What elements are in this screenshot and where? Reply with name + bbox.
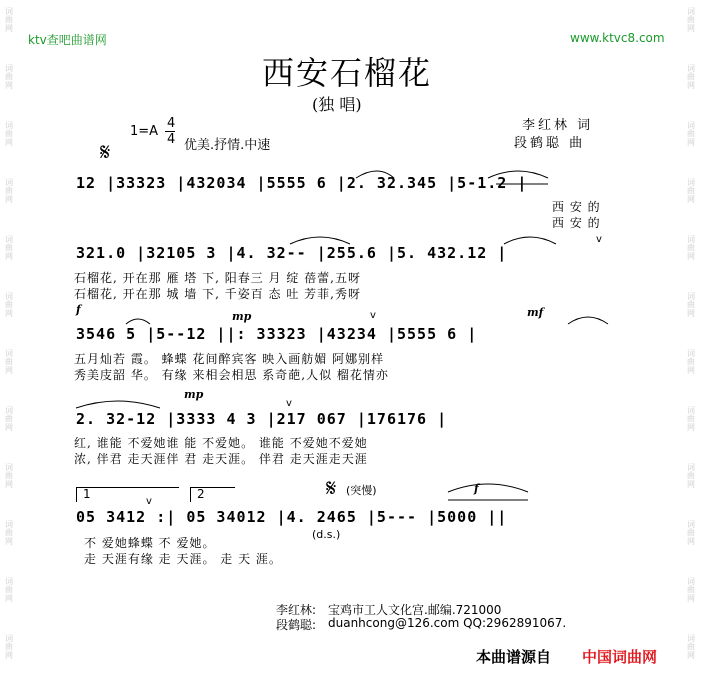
watermark-text: 词 曲 网: [5, 349, 13, 375]
watermark-text: 词 曲 网: [687, 235, 695, 261]
right-watermark: [682, 0, 704, 692]
watermark-text: 词 曲 网: [5, 463, 13, 489]
tempo-slow-marking: (突慢): [346, 484, 377, 497]
left-watermark: [0, 0, 22, 692]
row4-lyric-2: 浓, 伴君 走天涯伴 君 走天涯。 伴君 走天涯走天涯: [74, 452, 368, 466]
svg-text:v: v: [370, 310, 376, 321]
time-signature-bottom: 4: [167, 132, 176, 147]
song-title: 西安石榴花: [262, 54, 433, 92]
lyricist-credit: 李红林 词: [522, 118, 594, 133]
volta-2-label: 2: [197, 487, 205, 501]
segno-icon: 𝄋: [100, 138, 111, 166]
watermark-text: 词 曲 网: [687, 577, 695, 603]
watermark-text: 词 曲 网: [5, 406, 13, 432]
watermark-text: 词 曲 网: [5, 634, 13, 660]
watermark-text: 词 曲 网: [5, 235, 13, 261]
dynamic-mp-1: mp: [232, 310, 252, 323]
footer-info-1: 宝鸡市工人文化宫.邮编.721000: [328, 603, 502, 617]
watermark-text: 词 曲 网: [5, 7, 13, 33]
watermark-text: 词 曲 网: [687, 634, 695, 660]
watermark-text: 词 曲 网: [5, 64, 13, 90]
dynamic-f-1: f: [76, 303, 81, 316]
key-signature: 1=A: [130, 124, 159, 139]
composer-credit: 段鹤聪 曲: [514, 136, 586, 151]
watermark-text: 词 曲 网: [5, 577, 13, 603]
tempo-marking: 优美.抒情.中速: [184, 138, 271, 153]
watermark-text: 词 曲 网: [687, 178, 695, 204]
row2-lyric-1: 石榴花, 开在那 雁 塔 下, 阳春三 月 绽 蓓蕾,五呀: [74, 271, 361, 285]
watermark-text: 词 曲 网: [5, 178, 13, 204]
footer-name-1: 李红林:: [276, 603, 317, 617]
row3-lyric-1: 五月灿若 霞。 蜂蝶 花间醉宾客 映入画舫媚 阿娜别样: [74, 352, 385, 366]
row3-notes: 3546 5 |5--12 ||: 33323 |43234 |5555 6 |: [76, 325, 478, 343]
row1-notes: 12 |33323 |432034 |5555 6 |2. 32.345 |5-1.2 |: [76, 174, 528, 192]
watermark-text: 词 曲 网: [687, 121, 695, 147]
header-right-site[interactable]: www.ktvc8.com: [570, 31, 665, 45]
watermark-text: 词 曲 网: [687, 7, 695, 33]
segno-icon-2: 𝄋: [326, 474, 337, 502]
row5-lyric-1: 不 爱她蜂蝶 不 爱她。: [84, 536, 216, 550]
watermark-text: 词 曲 网: [687, 349, 695, 375]
watermark-text: 词 曲 网: [5, 520, 13, 546]
svg-text:v: v: [596, 234, 602, 245]
dynamic-f-2: f: [474, 482, 479, 495]
watermark-text: 词 曲 网: [687, 463, 695, 489]
row3-lyric-2: 秀美庋韶 华。 有缘 来相会相思 系奇葩,人似 榴花情亦: [74, 368, 389, 382]
volta-1-label: 1: [83, 487, 91, 501]
row5-lyric-2: 走 天涯有缘 走 天涯。 走 天 涯。: [84, 552, 282, 566]
footer-info-2[interactable]: duanhcong@126.com QQ:2962891067.: [328, 616, 567, 630]
svg-text:v: v: [146, 496, 152, 507]
watermark-text: 词 曲 网: [687, 292, 695, 318]
row2-notes: 321.0 |32105 3 |4. 32-- |255.6 |5. 432.12 |: [76, 244, 508, 262]
watermark-text: 词 曲 网: [5, 292, 13, 318]
watermark-text: 词 曲 网: [687, 520, 695, 546]
watermark-text: 词 曲 网: [5, 121, 13, 147]
footer-name-2: 段鹤聪:: [276, 618, 317, 632]
row5-notes: 05 3412 :| 05 34012 |4. 2465 |5--- |5000 ||: [76, 508, 508, 526]
row4-notes: 2. 32-12 |3333 4 3 |217 067 |176176 |: [76, 410, 448, 428]
row2-lyric-2: 石榴花, 开在那 城 墙 下, 千姿百 态 吐 芳菲,秀呀: [74, 287, 361, 301]
watermark-text: 词 曲 网: [687, 406, 695, 432]
source-label: 本曲谱源自: [476, 648, 552, 666]
row1-lyric-1: 西 安 的: [552, 200, 601, 214]
header-left-site[interactable]: ktv查吧曲谱网: [28, 33, 107, 47]
dynamic-mf-1: mf: [527, 306, 544, 319]
row4-lyric-1: 红, 谁能 不爱她谁 能 不爱她。 谁能 不爱她不爱她: [74, 436, 368, 450]
time-signature-top: 4: [167, 116, 176, 131]
dynamic-mp-2: mp: [184, 388, 204, 401]
ds-marking: (d.s.): [312, 528, 341, 541]
row1-lyric-2: 西 安 的: [552, 216, 601, 230]
watermark-text: 词 曲 网: [687, 64, 695, 90]
svg-text:v: v: [286, 398, 292, 409]
song-subtitle: (独 唱): [312, 95, 362, 114]
source-site-link[interactable]: 中国词曲网: [582, 648, 658, 666]
